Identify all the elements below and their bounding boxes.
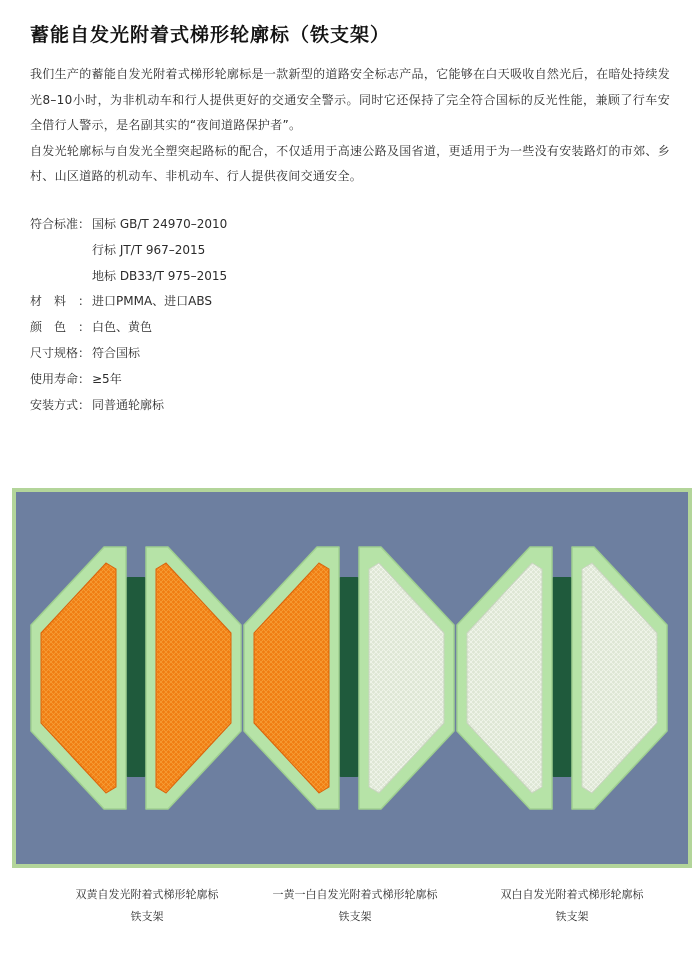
spec-value: 符合国标 — [92, 345, 141, 360]
spec-row-size — [30, 341, 227, 367]
product-photo-illustration — [16, 492, 688, 864]
spec-label: 符合标准： — [30, 217, 91, 231]
spec-label: 安装方式： — [30, 397, 91, 412]
intro-paragraph: 自发光轮廓标与自发光全塑突起路标的配合，不仅适用于高速公路及国省道，更适用于为一些没有安装路灯的市郊、乡村、山区道路的机动车、非机动车、行人提供夜间交通安全。 — [30, 143, 670, 183]
caption-title: 一黄一白自发光附着式梯形轮廓标 — [272, 888, 438, 901]
spec-row-lifespan — [30, 367, 227, 393]
right-white-reflector — [582, 563, 657, 793]
spec-value: ≥5年 — [92, 371, 122, 386]
caption-double-yellow — [32, 884, 262, 928]
spec-row-standard — [30, 212, 227, 238]
iron-bracket — [126, 577, 146, 777]
left-yellow-reflector — [254, 563, 329, 793]
left-yellow-reflector — [41, 563, 116, 793]
spec-value: 白色、黄色 — [92, 320, 153, 335]
caption-subtitle: 铁支架 — [338, 910, 372, 923]
spec-row-material — [30, 289, 227, 315]
product-description — [30, 62, 670, 190]
caption-subtitle: 铁支架 — [130, 910, 164, 923]
spec-row-color — [30, 315, 227, 341]
spec-list — [30, 212, 227, 418]
spec-value: 同普通轮廓标 — [92, 397, 165, 412]
spec-label — [30, 264, 92, 290]
spec-value: 国标 GB/T 24970–2010 — [92, 217, 228, 231]
caption-yellow-white — [240, 884, 470, 928]
spec-label: 材料： — [30, 294, 103, 309]
spec-label: 颜色： — [30, 320, 103, 335]
caption-subtitle: 铁支架 — [555, 910, 589, 923]
spec-value: 地标 DB33/T 975–2015 — [92, 268, 228, 283]
product-photo — [12, 488, 692, 868]
right-white-reflector — [369, 563, 444, 793]
caption-title: 双白自发光附着式梯形轮廓标 — [500, 888, 644, 901]
caption-title: 双黄自发光附着式梯形轮廓标 — [75, 888, 219, 901]
caption-double-white — [457, 884, 687, 928]
spec-label — [30, 238, 92, 264]
left-white-reflector — [467, 563, 542, 793]
intro-paragraph: 我们生产的蓄能自发光附着式梯形轮廓标是一款新型的道路安全标志产品，它能够在白天吸收自然光后，在暗处持续发光8–10小时，为非机动车和行人提供更好的交通安全警示。同时它还保持了完全符合国标的反光性能，兼顾了行车安全借行人警示，是名副其实的“夜间道路保护者”。 — [30, 67, 670, 132]
spec-row-installation — [30, 393, 227, 419]
page-title: 蓄能自发光附着式梯形轮廓标（铁支架） — [30, 24, 391, 46]
iron-bracket — [339, 577, 359, 777]
iron-bracket — [552, 577, 572, 777]
spec-value: 进口PMMA、进口ABS — [92, 294, 213, 309]
spec-label: 使用寿命： — [30, 371, 91, 386]
spec-label: 尺寸规格： — [30, 345, 91, 360]
spec-value: 行标 JT/T 967–2015 — [92, 242, 206, 257]
right-yellow-reflector — [156, 563, 231, 793]
spec-row-standard-local — [30, 264, 227, 290]
spec-row-standard-industry — [30, 238, 227, 264]
